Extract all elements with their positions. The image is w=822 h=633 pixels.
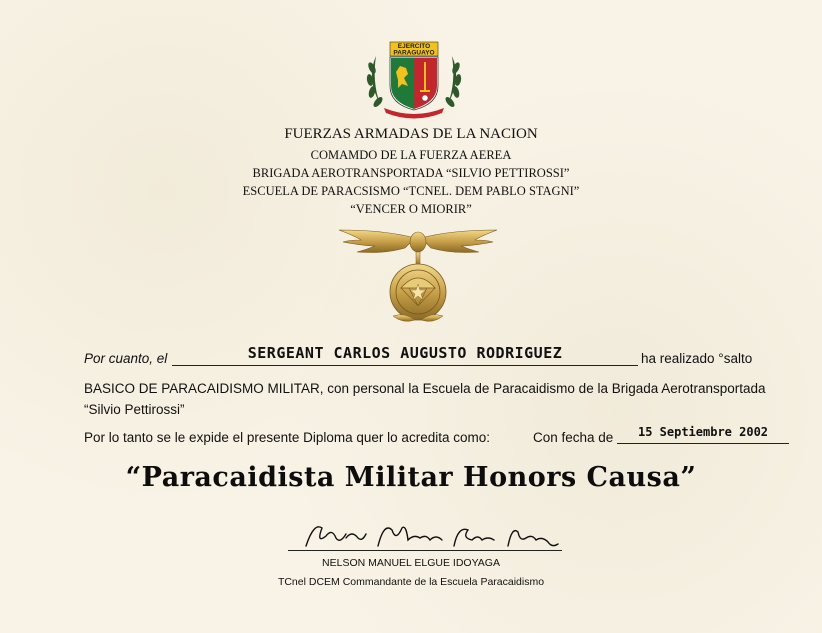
- parachute-wings-badge-icon: [335, 224, 501, 334]
- date-label: Con fecha de: [533, 430, 614, 445]
- motto: “VENCER O MIORIR”: [350, 202, 472, 216]
- header-line-2: COMAMDO DE LA FUERZA AEREA: [310, 148, 512, 162]
- svg-text:EJERCITO: EJERCITO: [397, 43, 431, 50]
- intro-text: Por cuanto, el: [84, 351, 168, 366]
- after-name-text: ha realizado °salto: [641, 351, 753, 366]
- paragraph-line-1: BASICO DE PARACAIDISMO MILITAR, con personal la Escuela de Paracaidismo de la Brigada Aerotransportada: [84, 381, 766, 396]
- army-crest-icon: [362, 38, 466, 120]
- recipient-name: SERGEANT CARLOS AUGUSTO RODRIGUEZ: [247, 344, 563, 362]
- signer-role: TCnel DCEM Commandante de la Escuela Paracaidismo: [277, 576, 545, 588]
- paragraph-line-2: “Silvio Pettirossi”: [84, 402, 185, 417]
- header-line-1: FUERZAS ARMADAS DE LA NACION: [284, 126, 538, 142]
- signature-line: [288, 550, 562, 551]
- header-line-3: BRIGADA AEROTRANSPORTADA “SILVIO PETTIROSSI”: [252, 166, 570, 180]
- date-value: 15 Septiembre 2002: [637, 425, 769, 439]
- diploma-title: “Paracaidista Militar Honors Causa”: [125, 462, 697, 493]
- signer-name: NELSON MANUEL ELGUE IDOYAGA: [322, 557, 500, 569]
- header-line-4: ESCUELA DE PARACSISMO “TCNEL. DEM PABLO STAGNI”: [242, 184, 580, 198]
- svg-text:PARAGUAYO: PARAGUAYO: [393, 49, 435, 57]
- accredit-text: Por lo tanto se le expide el presente Diploma quer lo acredita como:: [84, 430, 490, 445]
